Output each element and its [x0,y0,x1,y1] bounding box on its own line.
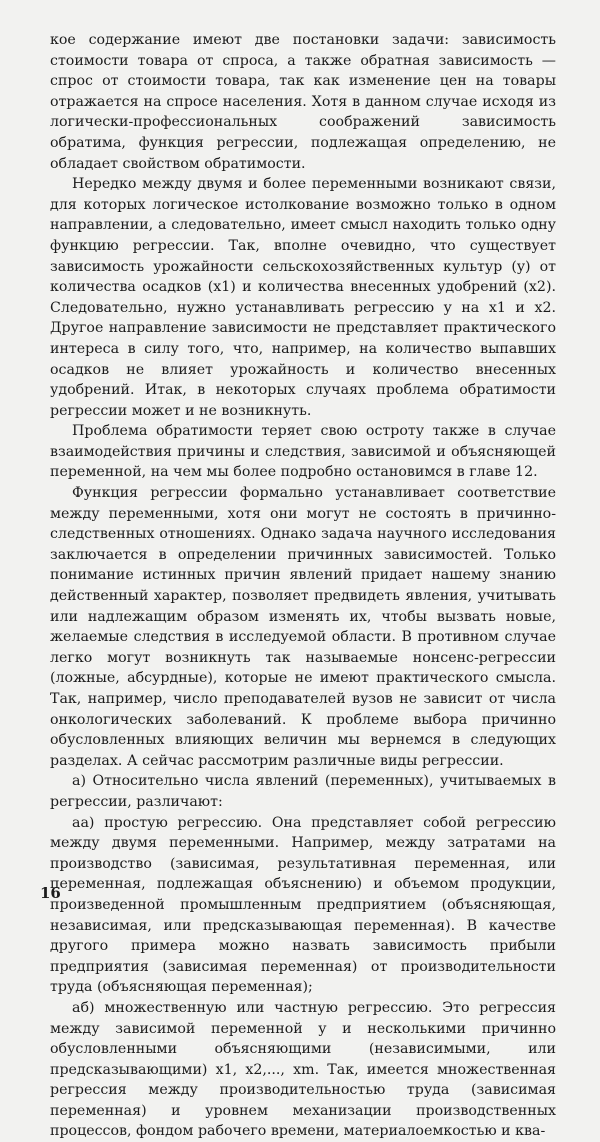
paragraph-6: аа) простую регрессию. Она представляет собой регрессию между двумя переменными. Например, между затратами на производство (зависимая, результативная переменная, или переменная, подлежащая объяснению) и объемом продукции, произведенной промышленным предприятием (объясняющая, независимая, или предсказывающая переменная). В качестве другого примера можно назвать зависимость прибыли предприятия (зависимая переменная) от производительности труда (объясняющая переменная); [50,814,556,996]
paragraph-7: аб) множественную или частную регрессию. Это регрессия между зависимой переменной y и несколькими причинно обусловленными объясняющими (независимыми, или предсказывающими) x1, x2,..., xm. Так, имеется множественная регрессия между производительностью труда (зависимая переменная) и уровнем механизации производственных процессов, фондом рабочего времени, материалоемкостью и ква- [50,999,556,1140]
paragraph-1: кое содержание имеют две постановки задачи: зависимость стоимости товара от спроса, а также обратная зависимость — спрос от стоимости товара, так как изменение цен на товары отражается на спросе населения. Хотя в данном случае исходя из логически-профессиональных соображений зависимость обратима, функция регрессии, подлежащая определению, не обладает свойством обратимости. [50,32,556,172]
paragraph-2: Нередко между двумя и более переменными возникают связи, для которых логическое истолкование возможно только в одном направлении, а следовательно, имеет смысл находить только одну функцию регрессии. Так, вполне очевидно, что существует зависимость урожайности сельскохозяйственных культур (y) от количества осадков (x1) и количества внесенных удобрений (x2). Следовательно, нужно устанавливать регрессию y на x1 и x2. Другое направление зависимости не представляет практического интереса в силу того, что, например, на количество выпавших осадков не влияет урожайность и количество внесенных удобрений. Итак, в некоторых случаях проблема обратимости регрессии может и не возникнуть. [50,176,556,419]
paragraph-4: Функция регрессии формально устанавливает соответствие между переменными, хотя они могут не состоять в причинно-следственных отношениях. Однако задача научного исследования заключается в определении причинных зависимостей. Только понимание истинных причин явлений придает нашему знанию действенный характер, позволяет предвидеть явления, учитывать или надлежащим образом изменять их, чтобы вызвать новые, желаемые следствия в исследуемой области. В противном случае легко могут возникнуть так называемые нонсенс-регрессии (ложные, абсурдные), которые не имеют практического смысла. Так, например, число преподавателей вузов не зависит от числа онкологических заболеваний. К проблеме выбора причинно обусловленных влияющих величин мы вернемся в следующих разделах. А сейчас рассмотрим различные виды регрессии. [50,485,556,769]
page-number: 16 [40,884,61,902]
paragraph-3: Проблема обратимости теряет свою остроту также в случае взаимодействия причины и следствия, зависимой и объясняющей переменной, на чем мы более подробно остановимся в главе 12. [50,423,556,481]
page-body [50,30,556,1142]
paragraph-5: а) Относительно числа явлений (переменных), учитываемых в регрессии, различают: [50,773,556,810]
